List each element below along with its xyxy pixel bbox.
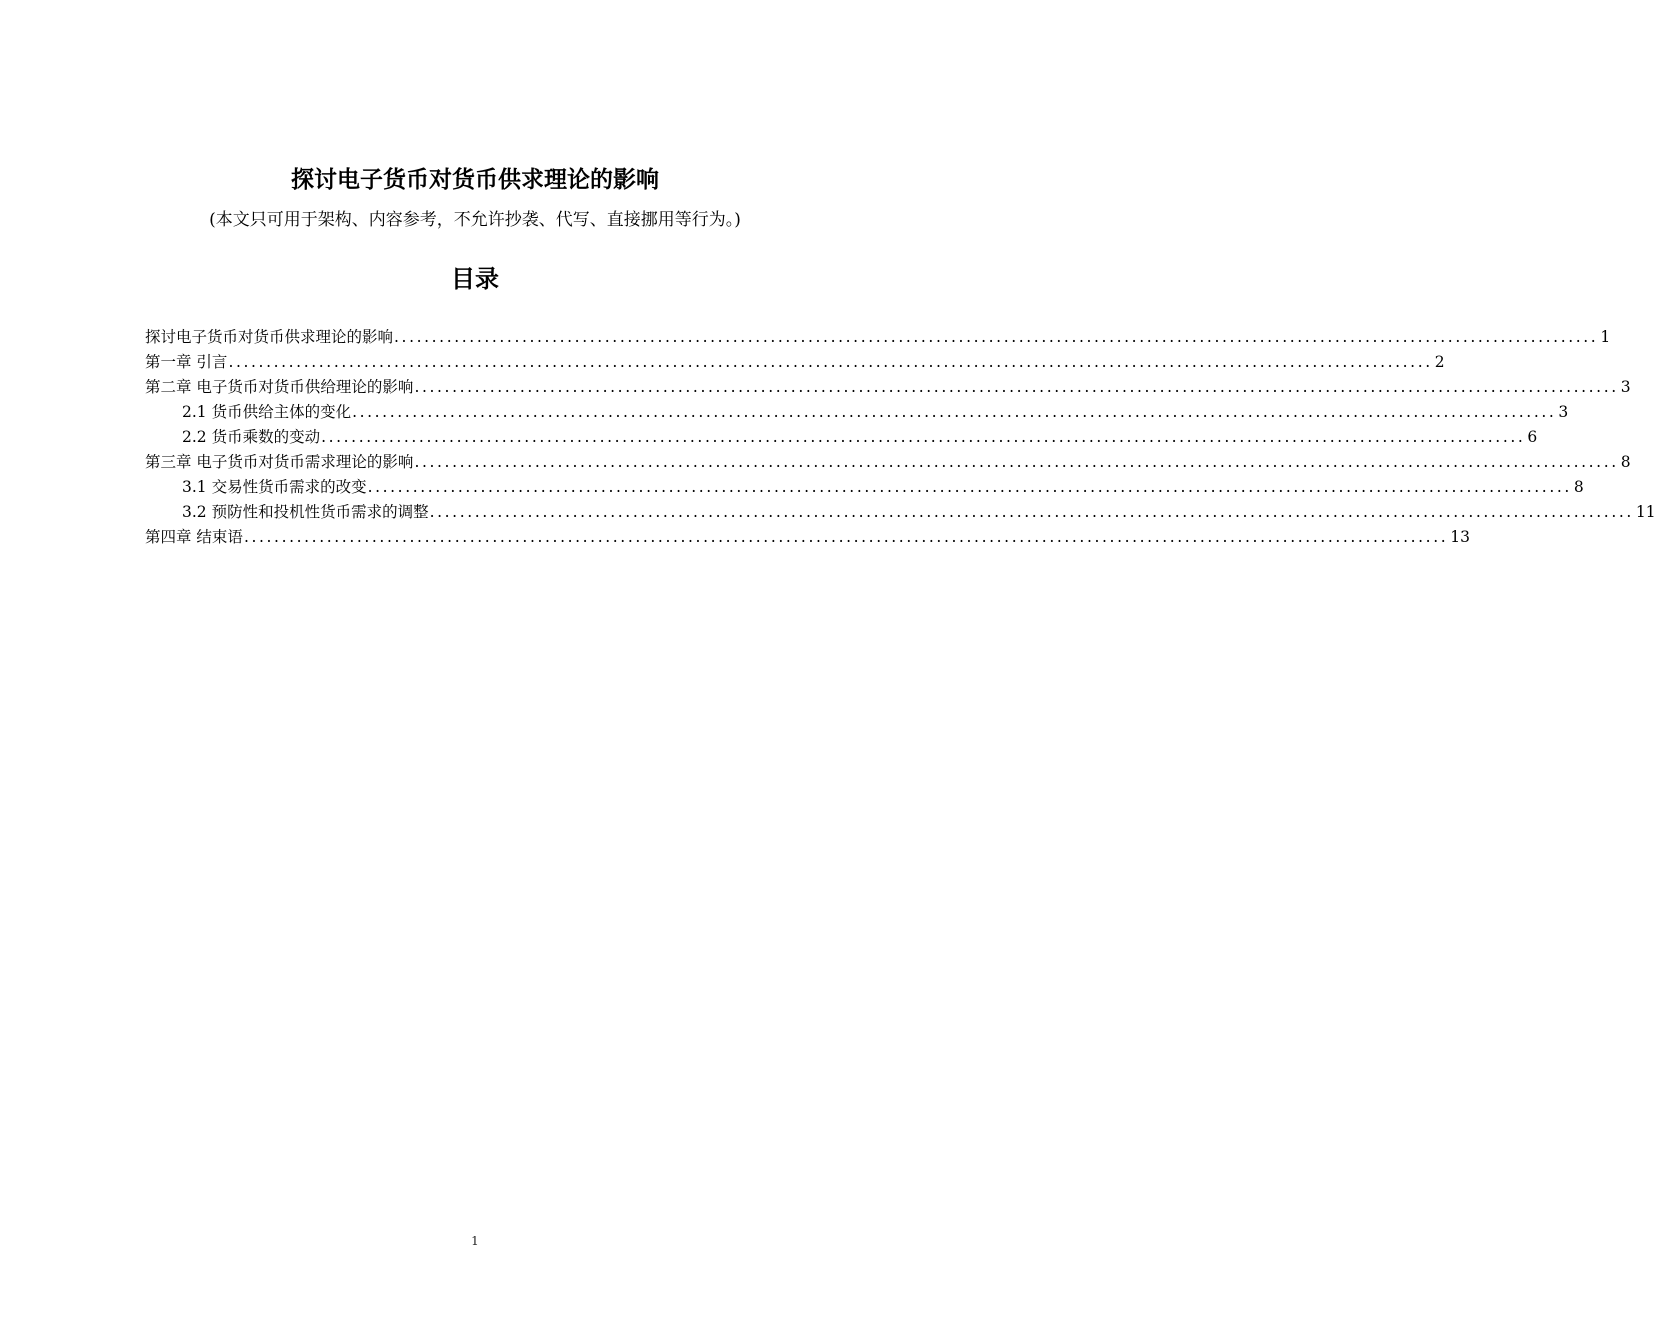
toc-entry-label: 2.1 货币供给主体的变化 <box>182 403 352 421</box>
toc-entry-page: 3 <box>1558 403 1569 421</box>
toc-dot-leader: ................................................................................................................................................................ <box>352 403 1557 421</box>
toc-dot-leader: ................................................................................................................................................................ <box>414 378 1619 396</box>
toc-entry[interactable] <box>145 350 1445 375</box>
document-title: 探讨电子货币对货币供求理论的影响 <box>291 167 659 193</box>
toc-entry-page: 2 <box>1434 353 1445 371</box>
table-of-contents <box>145 325 1656 550</box>
toc-entry-label: 3.1 交易性货币需求的改变 <box>182 478 367 496</box>
toc-entry[interactable] <box>145 375 1631 400</box>
toc-entry[interactable] <box>145 450 1631 475</box>
toc-heading: 目录 <box>451 265 499 293</box>
toc-entry-page: 13 <box>1450 528 1470 546</box>
toc-entry-label: 第一章 引言 <box>145 353 228 371</box>
toc-entry-label: 2.2 货币乘数的变动 <box>182 428 321 446</box>
toc-entry-label: 探讨电子货币对货币供求理论的影响 <box>145 328 394 346</box>
toc-entry-label: 第二章 电子货币对货币供给理论的影响 <box>145 378 414 396</box>
toc-dot-leader: ................................................................................................................................................................ <box>394 328 1599 346</box>
toc-entry-label: 3.2 预防性和投机性货币需求的调整 <box>182 503 429 521</box>
toc-entry-page: 11 <box>1635 503 1656 521</box>
toc-entry-page: 8 <box>1620 453 1631 471</box>
toc-entry[interactable] <box>145 525 1470 550</box>
toc-dot-leader: ................................................................................................................................................................ <box>243 528 1449 546</box>
toc-dot-leader: ................................................................................................................................................................ <box>321 428 1526 446</box>
toc-entry[interactable] <box>145 475 1584 500</box>
toc-dot-leader: ................................................................................................................................................................ <box>429 503 1634 521</box>
toc-entry-label: 第三章 电子货币对货币需求理论的影响 <box>145 453 414 471</box>
toc-entry[interactable] <box>145 500 1656 525</box>
toc-entry-page: 3 <box>1620 378 1631 396</box>
usage-note: (本文只可用于架构、内容参考，不允许抄袭、代写、直接挪用等行为。) <box>209 210 741 230</box>
toc-dot-leader: ................................................................................................................................................................ <box>228 353 1433 371</box>
toc-entry[interactable] <box>145 325 1611 350</box>
page-number: 1 <box>471 1234 479 1248</box>
toc-entry[interactable] <box>145 400 1569 425</box>
toc-entry-label: 第四章 结束语 <box>145 528 243 546</box>
toc-entry-page: 8 <box>1573 478 1584 496</box>
toc-dot-leader: ................................................................................................................................................................ <box>367 478 1572 496</box>
toc-dot-leader: ................................................................................................................................................................ <box>414 453 1619 471</box>
toc-entry[interactable] <box>145 425 1538 450</box>
toc-entry-page: 1 <box>1600 328 1611 346</box>
toc-entry-page: 6 <box>1527 428 1538 446</box>
